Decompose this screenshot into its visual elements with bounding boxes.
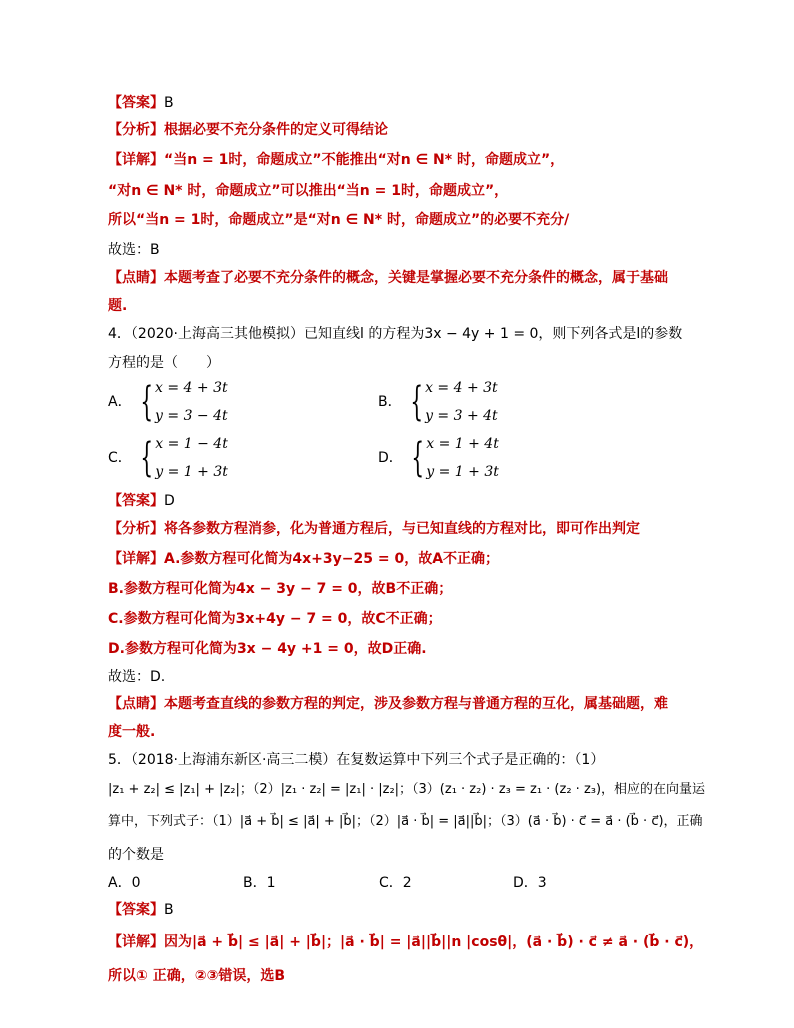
option-label: A． bbox=[108, 394, 132, 410]
q4-detail-line-4 bbox=[108, 639, 427, 659]
detail-text: D.参数方程可化简为3x − 4y +1 = 0，故D正确. bbox=[108, 641, 427, 657]
q5-stem-line-3 bbox=[108, 812, 703, 832]
q5-option-c[interactable]: C．2 bbox=[379, 875, 412, 891]
choose-text: 故选：D. bbox=[108, 669, 166, 685]
q4-stem-line-1 bbox=[108, 324, 682, 344]
detail-text: “对n ∈ N* 时，命题成立”可以推出“当n = 1时，命题成立”， bbox=[108, 183, 509, 199]
q4-detail-line-1 bbox=[108, 549, 499, 569]
detail-tag: 【详解】 bbox=[108, 551, 164, 567]
q5-detail-line-2 bbox=[108, 966, 285, 986]
equation: y = 3 + 4t bbox=[425, 408, 498, 424]
q5-answer-line bbox=[108, 900, 174, 920]
q3-comment-line-2 bbox=[108, 296, 127, 316]
stem-text: 的个数是 bbox=[108, 847, 164, 863]
comment-tag: 【点睛】 bbox=[108, 696, 164, 712]
detail-text: 所以① 正确，②③错误，选B bbox=[108, 968, 286, 984]
q4-comment-line-1 bbox=[108, 694, 668, 714]
q5-option-a[interactable]: A．0 bbox=[108, 875, 141, 891]
q5-stem-line-4 bbox=[108, 845, 164, 865]
q4-stem-line-2 bbox=[108, 353, 220, 373]
q4-detail-line-3 bbox=[108, 609, 442, 629]
q4-answer-line bbox=[108, 491, 175, 511]
stem-text: 5．（2018·上海浦东新区·高三二模）在复数运算中下列三个式子是正确的：（1） bbox=[108, 752, 605, 768]
q4-option-d[interactable] bbox=[378, 430, 499, 486]
q3-detail-line-1 bbox=[108, 150, 564, 170]
brace-icon: { bbox=[139, 379, 153, 425]
q3-analysis-line bbox=[108, 120, 388, 140]
q5-option-d[interactable]: D．3 bbox=[513, 875, 547, 891]
q5-stem-line-1 bbox=[108, 750, 604, 770]
q3-choose bbox=[108, 240, 160, 260]
q5-detail-line-1 bbox=[108, 932, 703, 952]
equation: y = 1 + 3t bbox=[155, 464, 228, 480]
q4-choose bbox=[108, 667, 165, 687]
detail-tag: 【详解】 bbox=[108, 152, 164, 168]
equation: x = 4 + 3t bbox=[155, 380, 228, 396]
answer-value: B bbox=[164, 902, 174, 918]
detail-text: C.参数方程可化简为3x+4y − 7 = 0，故C不正确； bbox=[108, 611, 442, 627]
analysis-tag: 【分析】 bbox=[108, 521, 164, 537]
comment-text: 题. bbox=[108, 298, 128, 314]
q4-detail-line-2 bbox=[108, 579, 452, 599]
detail-text: 所以“当n = 1时，命题成立”是“对n ∈ N* 时，命题成立”的必要不充分/ bbox=[108, 212, 570, 228]
choose-text: 故选：B bbox=[108, 242, 160, 258]
comment-text: 本题考查了必要不充分条件的概念，关键是掌握必要不充分条件的概念，属于基础 bbox=[164, 270, 668, 286]
analysis-text: 将各参数方程消参，化为普通方程后，与已知直线的方程对比，即可作出判定 bbox=[164, 521, 640, 537]
answer-tag: 【答案】 bbox=[108, 902, 164, 918]
equation: y = 3 − 4t bbox=[155, 408, 228, 424]
q4-comment-line-2 bbox=[108, 722, 155, 742]
detail-text: “当n = 1时，命题成立”不能推出“对n ∈ N* 时，命题成立”， bbox=[164, 152, 565, 168]
q3-comment-line-1 bbox=[108, 268, 668, 288]
q3-detail-line-2 bbox=[108, 181, 508, 201]
analysis-tag: 【分析】 bbox=[108, 122, 164, 138]
equation: x = 1 − 4t bbox=[155, 436, 228, 452]
brace-icon: { bbox=[409, 379, 423, 425]
analysis-text: 根据必要不充分条件的定义可得结论 bbox=[164, 122, 388, 138]
brace-icon: { bbox=[411, 435, 424, 481]
answer-tag: 【答案】 bbox=[108, 493, 164, 509]
detail-text: B.参数方程可化简为4x − 3y − 7 = 0，故B不正确； bbox=[108, 581, 453, 597]
detail-text: 因为|a⃗ + b⃗| ≤ |a⃗| + |b⃗|；|a⃗ · b⃗| = |a⃗||b⃗||n |cosθ|，(a⃗ · b⃗) · c⃗ ≠ a⃗ · (b⃗ · c⃗)， bbox=[164, 934, 704, 950]
brace-icon: { bbox=[140, 435, 153, 481]
q5-option-b[interactable]: B．1 bbox=[243, 875, 276, 891]
stem-text: 4．（2020·上海高三其他模拟）已知直线l 的方程为3x − 4y + 1 = 0，则下列各式是l的参数 bbox=[108, 326, 683, 342]
detail-tag: 【详解】 bbox=[108, 934, 164, 950]
stem-text: |z₁ + z₂| ≤ |z₁| + |z₂|；（2）|z₁ · z₂| = |z₁| · |z₂|；（3）(z₁ · z₂) · z₃ = z₁ · (z₂ · z₃)，相应的在向量运 bbox=[108, 782, 706, 797]
option-label: B． bbox=[378, 394, 402, 410]
comment-tag: 【点睛】 bbox=[108, 270, 164, 286]
q4-option-b[interactable] bbox=[378, 374, 498, 430]
comment-text: 本题考查直线的参数方程的判定，涉及参数方程与普通方程的互化，属基础题，难 bbox=[164, 696, 668, 712]
q5-stem-line-2 bbox=[108, 780, 705, 800]
stem-text: 算中，下列式子：（1）|a⃗ + b⃗| ≤ |a⃗| + |b⃗|；（2）|a⃗ · b⃗| = |a⃗||b⃗|；（3）(a⃗ · b⃗) · c⃗ = a⃗ · (b⃗ · c⃗)，正确 bbox=[108, 814, 703, 829]
equation: x = 4 + 3t bbox=[425, 380, 498, 396]
detail-text: A.参数方程可化简为4x+3y−25 = 0，故A不正确； bbox=[164, 551, 500, 567]
stem-text: 方程的是（ ） bbox=[108, 355, 220, 371]
q3-answer-line bbox=[108, 93, 174, 113]
answer-tag: 【答案】 bbox=[108, 95, 164, 111]
q4-analysis-line bbox=[108, 519, 640, 539]
answer-value: D bbox=[164, 493, 175, 509]
q4-option-a[interactable] bbox=[108, 374, 228, 430]
option-label: C． bbox=[108, 450, 132, 466]
answer-value: B bbox=[164, 95, 174, 111]
comment-text: 度一般. bbox=[108, 724, 156, 740]
option-label: D． bbox=[378, 450, 403, 466]
q4-option-c[interactable] bbox=[108, 430, 228, 486]
equation: x = 1 + 4t bbox=[426, 436, 499, 452]
equation: y = 1 + 3t bbox=[426, 464, 499, 480]
q3-detail-line-3 bbox=[108, 210, 569, 230]
